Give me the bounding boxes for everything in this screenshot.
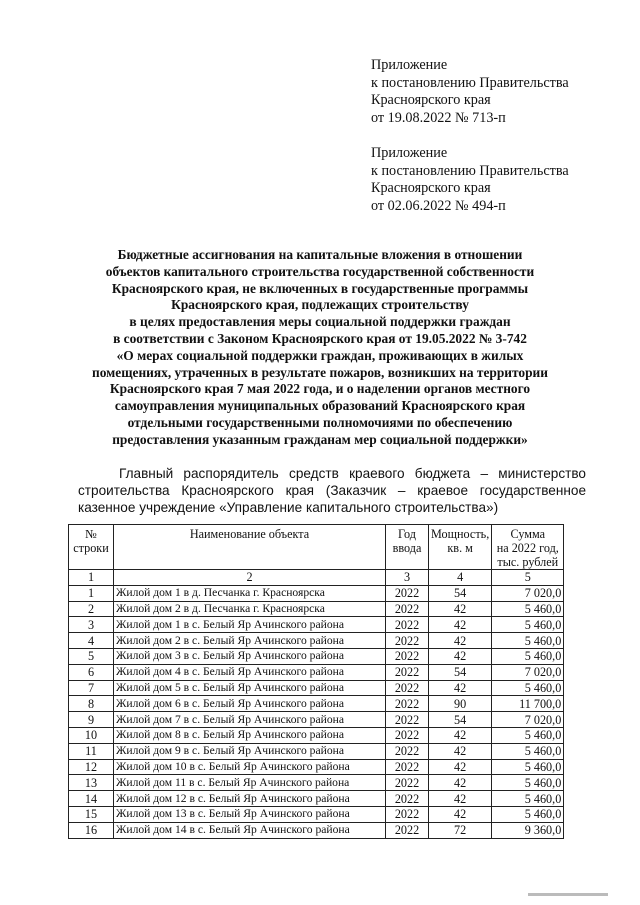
table-row [69,664,564,680]
title-line: Красноярского края, подлежащих строительству [171,297,469,313]
title-line: Красноярского края, не включенных в государственные программы [111,280,529,296]
table-body [69,585,564,838]
title-line: отдельными государственными полномочиями по обеспечению [127,414,513,430]
appendix-line: Красноярского края [371,180,491,196]
table-row [69,680,564,696]
capacity-cell: 72 [429,822,492,838]
row-number-cell: 16 [69,822,114,838]
capacity-cell: 42 [429,806,492,822]
objects-table-container [68,524,564,839]
object-name-cell: Жилой дом 2 в с. Белый Яр Ачинского района [114,633,386,649]
title-line: самоуправления муниципальных образований Красноярского края [114,398,526,414]
table-row [69,601,564,617]
object-name-cell: Жилой дом 4 в с. Белый Яр Ачинского района [114,664,386,680]
row-number-cell: 3 [69,617,114,633]
appendix-line: от 02.06.2022 № 494-п [371,197,506,214]
table-row [69,822,564,838]
amount-cell: 7 020,0 [492,712,564,728]
header-capacity: Мощность, кв. м [429,525,492,570]
table-row [69,633,564,649]
year-cell: 2022 [386,727,429,743]
year-cell: 2022 [386,680,429,696]
capacity-cell: 42 [429,727,492,743]
year-cell: 2022 [386,791,429,807]
index-cell: 1 [69,570,114,586]
object-name-cell: Жилой дом 5 в с. Белый Яр Ачинского района [114,680,386,696]
object-name-cell: Жилой дом 12 в с. Белый Яр Ачинского района [114,791,386,807]
amount-cell: 9 360,0 [492,822,564,838]
amount-cell: 5 460,0 [492,806,564,822]
row-number-cell: 8 [69,696,114,712]
object-name-cell: Жилой дом 14 в с. Белый Яр Ачинского района [114,822,386,838]
appendix-line: к постановлению Правительства [371,74,569,91]
amount-cell: 5 460,0 [492,617,564,633]
table-row [69,727,564,743]
appendix-current [371,57,569,127]
object-name-cell: Жилой дом 8 в с. Белый Яр Ачинского района [114,727,386,743]
row-number-cell: 10 [69,727,114,743]
title-line: помещениях, утраченных в результате пожаров, возникших на территории [92,364,548,380]
document-title [40,247,600,449]
table-row [69,743,564,759]
row-number-cell: 9 [69,712,114,728]
year-cell: 2022 [386,759,429,775]
row-number-cell: 12 [69,759,114,775]
table-row [69,791,564,807]
amount-cell: 5 460,0 [492,680,564,696]
title-line: Красноярского края 7 мая 2022 года, и о наделении органов местного [109,381,531,397]
object-name-cell: Жилой дом 2 в д. Песчанка г. Красноярска [114,601,386,617]
row-number-cell: 6 [69,664,114,680]
scan-artifact [528,893,608,896]
appendix-line: Красноярского края [371,92,491,108]
object-name-cell: Жилой дом 13 в с. Белый Яр Ачинского района [114,806,386,822]
index-cell: 4 [429,570,492,586]
capacity-cell: 42 [429,601,492,617]
table-row [69,696,564,712]
year-cell: 2022 [386,633,429,649]
appendix-line: к постановлению Правительства [371,162,569,179]
index-cell: 2 [114,570,386,586]
row-number-cell: 11 [69,743,114,759]
capacity-cell: 42 [429,648,492,664]
header-object-name: Наименование объекта [114,525,386,570]
amount-cell: 5 460,0 [492,601,564,617]
paragraph-line: строительства Красноярского края (Заказчик – краевое государственное [78,483,586,498]
amount-cell: 5 460,0 [492,791,564,807]
year-cell: 2022 [386,712,429,728]
row-number-cell: 1 [69,585,114,601]
year-cell: 2022 [386,822,429,838]
capacity-cell: 42 [429,759,492,775]
object-name-cell: Жилой дом 1 в д. Песчанка г. Красноярска [114,585,386,601]
table-row [69,648,564,664]
appendix-line: Приложение [371,145,448,161]
table-row [69,585,564,601]
amount-cell: 5 460,0 [492,759,564,775]
capacity-cell: 54 [429,712,492,728]
capacity-cell: 42 [429,791,492,807]
paragraph-line: казенное учреждение «Управление капитального строительства») [78,500,499,515]
year-cell: 2022 [386,696,429,712]
header-row-number: № строки [69,525,114,570]
capacity-cell: 54 [429,664,492,680]
index-cell: 5 [492,570,564,586]
title-line: Бюджетные ассигнования на капитальные вложения в отношении [117,247,523,262]
amount-cell: 5 460,0 [492,648,564,664]
row-number-cell: 2 [69,601,114,617]
table-header-row [69,525,564,570]
year-cell: 2022 [386,806,429,822]
row-number-cell: 4 [69,633,114,649]
object-name-cell: Жилой дом 6 в с. Белый Яр Ачинского района [114,696,386,712]
amount-cell: 11 700,0 [492,696,564,712]
amount-cell: 5 460,0 [492,727,564,743]
capacity-cell: 42 [429,680,492,696]
appendix-original [371,145,569,215]
year-cell: 2022 [386,743,429,759]
capacity-cell: 42 [429,743,492,759]
capacity-cell: 90 [429,696,492,712]
objects-table [68,524,564,839]
table-row [69,617,564,633]
title-line: в целях предоставления меры социальной поддержки граждан [129,314,511,330]
index-cell: 3 [386,570,429,586]
table-row [69,775,564,791]
table-index-row [69,570,564,586]
year-cell: 2022 [386,617,429,633]
chief-manager-paragraph [78,465,586,516]
title-line: «О мерах социальной поддержки граждан, проживающих в жилых [116,347,524,363]
object-name-cell: Жилой дом 7 в с. Белый Яр Ачинского района [114,712,386,728]
table-row [69,712,564,728]
row-number-cell: 15 [69,806,114,822]
year-cell: 2022 [386,601,429,617]
table-row [69,759,564,775]
appendix-line: Приложение [371,57,448,73]
header-year: Год ввода [386,525,429,570]
object-name-cell: Жилой дом 3 в с. Белый Яр Ачинского района [114,648,386,664]
header-amount: Сумма на 2022 год, тыс. рублей [492,525,564,570]
year-cell: 2022 [386,664,429,680]
object-name-cell: Жилой дом 11 в с. Белый Яр Ачинского района [114,775,386,791]
object-name-cell: Жилой дом 9 в с. Белый Яр Ачинского района [114,743,386,759]
title-line: предоставления указанным гражданам мер социальной поддержки» [112,431,528,447]
appendix-line: от 19.08.2022 № 713-п [371,109,506,126]
amount-cell: 5 460,0 [492,633,564,649]
table-row [69,806,564,822]
amount-cell: 7 020,0 [492,585,564,601]
year-cell: 2022 [386,585,429,601]
amount-cell: 7 020,0 [492,664,564,680]
year-cell: 2022 [386,648,429,664]
capacity-cell: 42 [429,633,492,649]
paragraph-line: Главный распорядитель средств краевого бюджета – министерство [119,466,586,481]
row-number-cell: 14 [69,791,114,807]
title-line: в соответствии с Законом Красноярского края от 19.05.2022 № 3-742 [113,330,527,346]
title-line: объектов капитального строительства государственной собственности [105,263,535,279]
year-cell: 2022 [386,775,429,791]
capacity-cell: 42 [429,617,492,633]
row-number-cell: 7 [69,680,114,696]
capacity-cell: 42 [429,775,492,791]
object-name-cell: Жилой дом 1 в с. Белый Яр Ачинского района [114,617,386,633]
capacity-cell: 54 [429,585,492,601]
row-number-cell: 13 [69,775,114,791]
amount-cell: 5 460,0 [492,743,564,759]
object-name-cell: Жилой дом 10 в с. Белый Яр Ачинского района [114,759,386,775]
row-number-cell: 5 [69,648,114,664]
amount-cell: 5 460,0 [492,775,564,791]
